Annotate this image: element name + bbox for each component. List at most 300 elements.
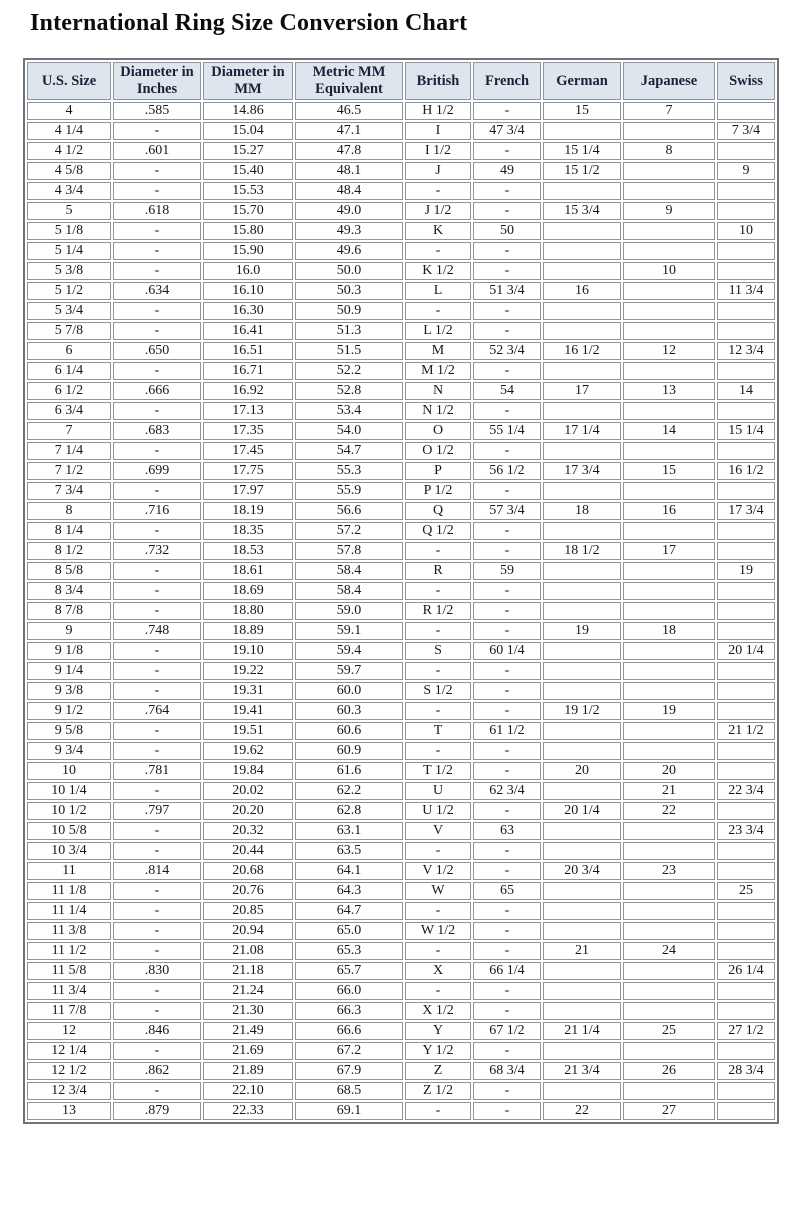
table-cell [623, 402, 715, 420]
page-title: International Ring Size Conversion Chart [30, 10, 468, 36]
table-cell: 18.53 [203, 542, 293, 560]
table-cell: .618 [113, 202, 201, 220]
table-cell: 15 1/2 [543, 162, 621, 180]
table-cell: 7 [623, 102, 715, 120]
table-cell [623, 642, 715, 660]
table-cell [543, 182, 621, 200]
table-cell: 6 3/4 [27, 402, 111, 420]
column-header: Japanese [623, 62, 715, 100]
table-cell: 18 [543, 502, 621, 520]
table-cell: 20.44 [203, 842, 293, 860]
table-cell: - [113, 682, 201, 700]
table-cell: 4 3/4 [27, 182, 111, 200]
table-cell [623, 222, 715, 240]
table-cell [623, 822, 715, 840]
table-cell: 5 3/4 [27, 302, 111, 320]
table-row [27, 202, 775, 220]
table-cell: 26 1/4 [717, 962, 775, 980]
table-cell: 20 1/4 [543, 802, 621, 820]
table-cell [717, 682, 775, 700]
table-cell: - [405, 842, 471, 860]
table-cell: 63.5 [295, 842, 403, 860]
table-cell [623, 122, 715, 140]
table-row [27, 442, 775, 460]
table-cell: 12 1/2 [27, 1062, 111, 1080]
conversion-table [23, 58, 779, 1124]
table-cell: 58.4 [295, 562, 403, 580]
table-cell [623, 1002, 715, 1020]
table-cell: 16.71 [203, 362, 293, 380]
table-cell: 7 1/2 [27, 462, 111, 480]
table-cell [543, 1042, 621, 1060]
table-cell: X [405, 962, 471, 980]
table-cell [543, 262, 621, 280]
table-cell [543, 582, 621, 600]
table-cell: 49 [473, 162, 541, 180]
table-cell: 15 3/4 [543, 202, 621, 220]
table-cell [717, 142, 775, 160]
table-cell: - [113, 782, 201, 800]
table-row [27, 1022, 775, 1040]
table-row [27, 182, 775, 200]
table-cell: .666 [113, 382, 201, 400]
table-cell: - [473, 702, 541, 720]
table-cell: .634 [113, 282, 201, 300]
table-cell: 65.3 [295, 942, 403, 960]
table-cell: - [405, 182, 471, 200]
table-cell: 8 1/4 [27, 522, 111, 540]
table-cell [543, 482, 621, 500]
table-cell: 11 3/4 [27, 982, 111, 1000]
table-cell [543, 522, 621, 540]
table-cell: 60.9 [295, 742, 403, 760]
table-cell [623, 442, 715, 460]
table-cell: 20 3/4 [543, 862, 621, 880]
table-cell: J [405, 162, 471, 180]
table-cell: 22.33 [203, 1102, 293, 1120]
table-cell: 52.2 [295, 362, 403, 380]
table-cell: 9 1/8 [27, 642, 111, 660]
table-cell [717, 582, 775, 600]
table-cell: - [113, 442, 201, 460]
table-cell: 22 3/4 [717, 782, 775, 800]
table-cell: 19.84 [203, 762, 293, 780]
table-cell: - [113, 642, 201, 660]
table-cell [543, 962, 621, 980]
table-cell: 52 3/4 [473, 342, 541, 360]
table-cell [543, 662, 621, 680]
table-cell: 9 5/8 [27, 722, 111, 740]
table-cell [717, 842, 775, 860]
table-cell [623, 602, 715, 620]
table-cell: 57.8 [295, 542, 403, 560]
table-cell: 20.76 [203, 882, 293, 900]
table-cell: 15.80 [203, 222, 293, 240]
table-cell: 17 [623, 542, 715, 560]
table-cell [717, 262, 775, 280]
table-head [27, 62, 775, 100]
table-cell [717, 402, 775, 420]
table-cell: O [405, 422, 471, 440]
table-cell: 5 7/8 [27, 322, 111, 340]
table-row [27, 122, 775, 140]
table-cell [543, 1082, 621, 1100]
table-cell [717, 482, 775, 500]
table-cell [717, 662, 775, 680]
table-cell [623, 362, 715, 380]
table-cell: 11 5/8 [27, 962, 111, 980]
table-cell: 19 [543, 622, 621, 640]
table-cell: 16 1/2 [717, 462, 775, 480]
table-cell: J 1/2 [405, 202, 471, 220]
table-cell [623, 922, 715, 940]
table-cell: - [405, 662, 471, 680]
table-cell [543, 562, 621, 580]
table-cell: - [473, 102, 541, 120]
table-cell [543, 782, 621, 800]
table-row [27, 1102, 775, 1120]
table-cell: 18.80 [203, 602, 293, 620]
table-cell: R 1/2 [405, 602, 471, 620]
table-cell: 5 3/8 [27, 262, 111, 280]
table-row [27, 502, 775, 520]
table-cell: 11 3/4 [717, 282, 775, 300]
table-cell [543, 842, 621, 860]
table-cell: S [405, 642, 471, 660]
table-cell [543, 1002, 621, 1020]
table-cell: 10 1/2 [27, 802, 111, 820]
table-cell [717, 902, 775, 920]
table-cell: 66.3 [295, 1002, 403, 1020]
table-cell: 17.97 [203, 482, 293, 500]
table-cell: - [473, 182, 541, 200]
table-cell: 22.10 [203, 1082, 293, 1100]
table-cell: - [473, 522, 541, 540]
table-cell: 55 1/4 [473, 422, 541, 440]
table-cell: 13 [27, 1102, 111, 1120]
table-cell: 60.6 [295, 722, 403, 740]
table-cell: - [473, 302, 541, 320]
table-cell: .650 [113, 342, 201, 360]
table-row [27, 262, 775, 280]
table-cell: 20 [623, 762, 715, 780]
table-cell: 18.89 [203, 622, 293, 640]
table-cell [717, 102, 775, 120]
table-cell: 21 [543, 942, 621, 960]
table-cell: - [405, 1102, 471, 1120]
table-cell: I [405, 122, 471, 140]
table-cell: - [113, 402, 201, 420]
table-cell: 54 [473, 382, 541, 400]
table-cell [623, 662, 715, 680]
table-cell: - [405, 902, 471, 920]
table-cell: 8 1/2 [27, 542, 111, 560]
table-cell: 19.22 [203, 662, 293, 680]
table-cell: 8 3/4 [27, 582, 111, 600]
table-cell: 15.04 [203, 122, 293, 140]
column-header: U.S. Size [27, 62, 111, 100]
table-cell: 67.2 [295, 1042, 403, 1060]
table-cell: 17.13 [203, 402, 293, 420]
table-cell: - [473, 1102, 541, 1120]
table-cell: 59.4 [295, 642, 403, 660]
table-cell: U [405, 782, 471, 800]
table-cell: 5 1/4 [27, 242, 111, 260]
table-cell: 11 1/4 [27, 902, 111, 920]
table-cell: 59.7 [295, 662, 403, 680]
table-cell: - [405, 622, 471, 640]
table-cell: - [113, 1002, 201, 1020]
table-cell: 16.10 [203, 282, 293, 300]
table-cell: 4 1/4 [27, 122, 111, 140]
table-cell: Q [405, 502, 471, 520]
table-cell: 4 1/2 [27, 142, 111, 160]
table-cell [717, 302, 775, 320]
table-row [27, 602, 775, 620]
table-cell: 49.6 [295, 242, 403, 260]
table-cell: 48.1 [295, 162, 403, 180]
table-cell: - [113, 182, 201, 200]
table-cell: 10 1/4 [27, 782, 111, 800]
table-cell: - [405, 742, 471, 760]
table-cell: 64.7 [295, 902, 403, 920]
table-cell [717, 702, 775, 720]
table-cell: - [473, 802, 541, 820]
table-cell: I 1/2 [405, 142, 471, 160]
table-cell: 62.2 [295, 782, 403, 800]
table-cell: - [113, 242, 201, 260]
table-cell: - [405, 942, 471, 960]
table-row [27, 762, 775, 780]
table-cell: 50.9 [295, 302, 403, 320]
table-cell: 12 3/4 [717, 342, 775, 360]
column-header: British [405, 62, 471, 100]
table-cell [717, 362, 775, 380]
table-cell: 9 3/4 [27, 742, 111, 760]
table-cell: P [405, 462, 471, 480]
table-cell [543, 602, 621, 620]
table-cell: 56.6 [295, 502, 403, 520]
table-cell [543, 242, 621, 260]
table-cell: M [405, 342, 471, 360]
table-row [27, 342, 775, 360]
table-row [27, 942, 775, 960]
table-cell [717, 762, 775, 780]
table-cell: 18 1/2 [543, 542, 621, 560]
table-cell: 10 [623, 262, 715, 280]
table-cell [543, 882, 621, 900]
table-cell: 10 3/4 [27, 842, 111, 860]
table-row [27, 782, 775, 800]
table-cell: - [113, 882, 201, 900]
table-cell: 12 1/4 [27, 1042, 111, 1060]
table-cell: 18.19 [203, 502, 293, 520]
table-cell: N 1/2 [405, 402, 471, 420]
table-row [27, 222, 775, 240]
table-row [27, 142, 775, 160]
table-cell: Z 1/2 [405, 1082, 471, 1100]
table-cell: 21.49 [203, 1022, 293, 1040]
table-cell: - [113, 822, 201, 840]
table-cell: .683 [113, 422, 201, 440]
table-cell: - [473, 582, 541, 600]
table-cell: 21.24 [203, 982, 293, 1000]
table-cell: 10 5/8 [27, 822, 111, 840]
table-cell: - [113, 222, 201, 240]
table-cell: - [405, 582, 471, 600]
table-cell: 16.51 [203, 342, 293, 360]
table-cell: 15 1/4 [543, 142, 621, 160]
table-cell: - [473, 142, 541, 160]
table-cell: 21.69 [203, 1042, 293, 1060]
table-cell: 6 1/4 [27, 362, 111, 380]
table-cell: - [113, 562, 201, 580]
table-row [27, 682, 775, 700]
table-cell: .601 [113, 142, 201, 160]
table-cell: 14.86 [203, 102, 293, 120]
table-cell: - [113, 902, 201, 920]
table-cell: V 1/2 [405, 862, 471, 880]
table-row [27, 922, 775, 940]
table-cell [623, 562, 715, 580]
table-cell: 53.4 [295, 402, 403, 420]
table-cell: - [113, 262, 201, 280]
table-cell: 63.1 [295, 822, 403, 840]
table-cell: 15.90 [203, 242, 293, 260]
table-cell: 11 1/8 [27, 882, 111, 900]
table-cell: 51.3 [295, 322, 403, 340]
table-cell: 19.41 [203, 702, 293, 720]
table-cell: 61.6 [295, 762, 403, 780]
table-cell: 16 [623, 502, 715, 520]
table-cell: 57 3/4 [473, 502, 541, 520]
table-row [27, 162, 775, 180]
table-cell: M 1/2 [405, 362, 471, 380]
table-cell [717, 622, 775, 640]
table-cell: - [405, 542, 471, 560]
table-cell [717, 182, 775, 200]
table-cell: 9 1/4 [27, 662, 111, 680]
table-cell: - [473, 682, 541, 700]
table-cell: 66.0 [295, 982, 403, 1000]
table-cell [623, 282, 715, 300]
table-cell: 8 7/8 [27, 602, 111, 620]
table-cell: - [473, 862, 541, 880]
table-cell: 5 1/2 [27, 282, 111, 300]
table-cell [717, 522, 775, 540]
table-cell: 16 1/2 [543, 342, 621, 360]
table-cell: - [473, 1042, 541, 1060]
column-header: German [543, 62, 621, 100]
table-cell: - [473, 362, 541, 380]
table-cell [717, 1042, 775, 1060]
table-cell: - [113, 162, 201, 180]
table-row [27, 422, 775, 440]
table-cell: 47 3/4 [473, 122, 541, 140]
table-cell: 27 [623, 1102, 715, 1120]
table-cell: 4 [27, 102, 111, 120]
table-cell: 59.1 [295, 622, 403, 640]
table-cell: U 1/2 [405, 802, 471, 820]
table-cell [543, 442, 621, 460]
table-cell: 18.35 [203, 522, 293, 540]
table-cell: 12 [27, 1022, 111, 1040]
table-row [27, 1082, 775, 1100]
table-cell: 14 [717, 382, 775, 400]
table-cell: 65 [473, 882, 541, 900]
table-cell: 21.89 [203, 1062, 293, 1080]
table-cell: - [113, 582, 201, 600]
table-cell: 25 [623, 1022, 715, 1040]
table-cell: Y [405, 1022, 471, 1040]
table-cell: 7 3/4 [27, 482, 111, 500]
table-cell: K [405, 222, 471, 240]
table-cell: 10 [27, 762, 111, 780]
table-cell: - [113, 1042, 201, 1060]
table-cell [717, 802, 775, 820]
table-cell: 47.8 [295, 142, 403, 160]
table-cell: 65.7 [295, 962, 403, 980]
table-cell: H 1/2 [405, 102, 471, 120]
table-cell: 8 [27, 502, 111, 520]
table-cell: 46.5 [295, 102, 403, 120]
table-cell [717, 742, 775, 760]
table-cell [543, 122, 621, 140]
table-cell: 65.0 [295, 922, 403, 940]
table-cell: 20.85 [203, 902, 293, 920]
table-cell: .879 [113, 1102, 201, 1120]
table-cell: 56 1/2 [473, 462, 541, 480]
table-cell: 15.70 [203, 202, 293, 220]
table-cell: 19.51 [203, 722, 293, 740]
table-cell: 24 [623, 942, 715, 960]
table-cell: L 1/2 [405, 322, 471, 340]
table-cell [543, 682, 621, 700]
table-cell: 17 3/4 [543, 462, 621, 480]
table-cell: 8 5/8 [27, 562, 111, 580]
table-row [27, 362, 775, 380]
table-cell [623, 1082, 715, 1100]
table-cell: 8 [623, 142, 715, 160]
column-header: French [473, 62, 541, 100]
table-cell: 7 1/4 [27, 442, 111, 460]
table-cell: 52.8 [295, 382, 403, 400]
table-cell: 20.20 [203, 802, 293, 820]
table-cell: 22 [623, 802, 715, 820]
table-cell: 4 5/8 [27, 162, 111, 180]
table-cell: 16.0 [203, 262, 293, 280]
table-cell: 50.0 [295, 262, 403, 280]
table-cell: - [473, 902, 541, 920]
table-cell: .699 [113, 462, 201, 480]
table-cell [717, 1102, 775, 1120]
table-cell: 7 [27, 422, 111, 440]
table-row [27, 1042, 775, 1060]
table-cell: 17.75 [203, 462, 293, 480]
table-cell [623, 962, 715, 980]
table-cell [623, 162, 715, 180]
table-cell: 15.40 [203, 162, 293, 180]
table-cell: - [473, 402, 541, 420]
table-cell: P 1/2 [405, 482, 471, 500]
table-cell: .585 [113, 102, 201, 120]
table-row [27, 882, 775, 900]
table-cell: 20.68 [203, 862, 293, 880]
table-cell [717, 322, 775, 340]
table-cell: 19.31 [203, 682, 293, 700]
table-cell: 12 [623, 342, 715, 360]
table-row [27, 962, 775, 980]
